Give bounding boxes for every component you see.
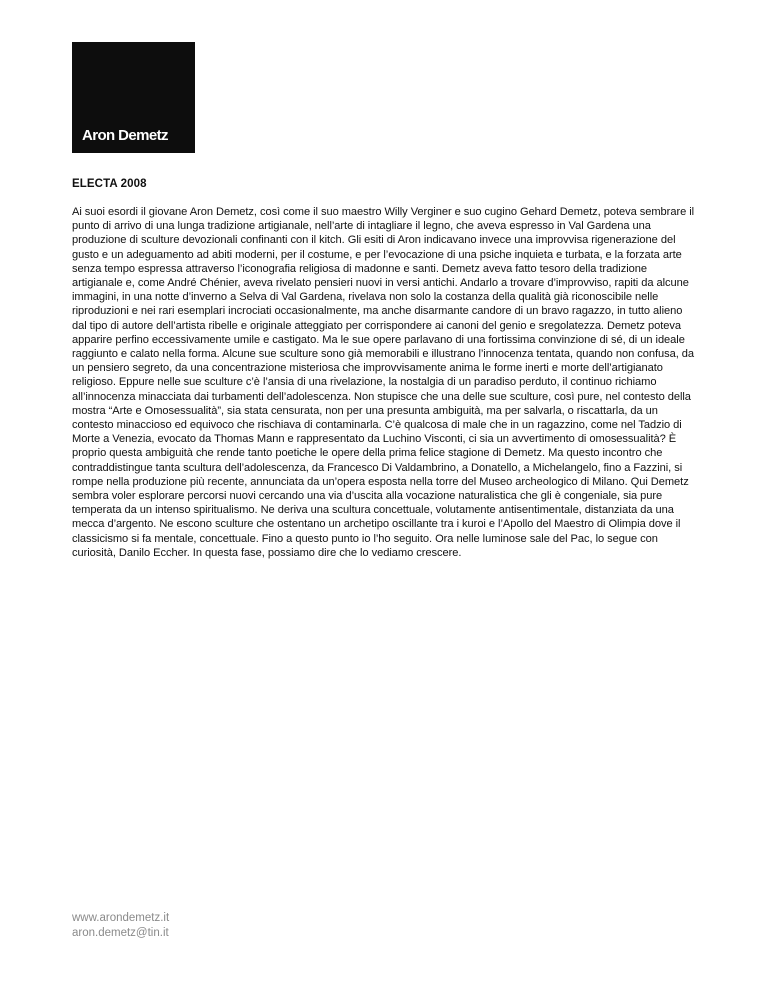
logo [72, 42, 195, 153]
website-link[interactable]: www.arondemetz.it [72, 912, 170, 924]
logo-text: Aron Demetz [82, 127, 168, 144]
email-link[interactable]: aron.demetz@tin.it [72, 927, 169, 939]
body-paragraph: Ai suoi esordi il giovane Aron Demetz, così come il suo maestro Willy Verginer e suo cugino Gehard Demetz, poteva sembrare il punto di arrivo di una lunga tradizione artigianale, nell’arte di intagliare il legno, che aveva espresso in Val Gardena una produzione di sculture devozionali confinanti con il kitch. Gli esiti di Aron indicavano invece una improvvisa rigenerazione del gusto e un adeguamento ad abiti moderni, per il costume, e per l’evocazione di una psiche inquieta e turbata, e la forzata arte senza tempo espressa attraverso l’iconografia religiosa di madonne e santi. Demetz aveva fatto tesoro della tradizione artigianale e, come André Chénier, aveva rivelato pensieri nuovi in versi antichi. Andarlo a trovare d’improvviso, rapiti da alcune immagini, in una notte d’inverno a Selva di Val Gardena, rivelava non solo la costanza della qualità già riconoscibile nelle riproduzioni e nei rari esemplari incrociati occasionalmente, ma anche disarmante candore di un bravo ragazzo, in tutto alieno dal tipo di autore dell’artista ribelle e originale atteggiato per corrispondere ai canoni del genio e sregolatezza. Demetz poteva apparire perfino eccessivamente umile e castigato. Ma le sue opere parlavano di una fortissima convinzione di sé, di un ideale raggiunto e calato nella forma. Alcune sue sculture sono già memorabili e illustrano l’innocenza tentata, quando non confusa, da un pensiero segreto, da una concentrazione misteriosa che improvvisamente anima le forme inerti e morte dell’artigianato religioso. Eppure nelle sue sculture c’è l’ansia di una rivelazione, la nostalgia di un paradiso perduto, il continuo richiamo all’innocenza minacciata dai turbamenti dell’adolescenza. Non stupisce che una delle sue sculture, così pure, nel contesto della mostra “Arte e Omosessualità”, sia stata censurata, non per una presunta ambiguità, ma per salvarla, o riscattarla, da un contesto minaccioso ed equivoco che rischiava di contaminarla. C’è qualcosa di male che in un ragazzino, come nel Tadzio di Morte a Venezia, evocato da Thomas Mann e rappresentato da Luchino Visconti, ci sia un avvertimento di omosessualità? È proprio questa ambiguità che rende tanto poetiche le opere della prima felice stagione di Demetz. Ma questo incontro che contraddistingue tanta scultura dell’adolescenza, da Francesco Di Valdambrino, a Donatello, a Michelangelo, fino a Fazzini, si rompe nella produzione più recente, annunciata da un’opera esposta nella torre del Museo archeologico di Milano. Qui Demetz sembra voler esplorare percorsi nuovi cercando una via d’uscita alla vocazione naturalistica che gli è congeniale, sia pure temperata da un intenso spiritualismo. Ne deriva una scultura concettuale, volutamente antisentimentale, distanziata da una mecca d’argento. Ne escono sculture che ostentano un archetipo oscillante tra i kuroi e l’Apollo del Maestro di Olimpia dove il classicismo si fa mentale, concettuale. Fino a questo punto io l’ho seguito. Ora nelle luminose sale del Pac, lo segue con curiosità, Danilo Eccher. In questa fase, possiamo dire che lo vediamo crescere. [72, 206, 695, 559]
document-heading: ELECTA 2008 [72, 178, 147, 190]
footer-contact [72, 911, 169, 941]
